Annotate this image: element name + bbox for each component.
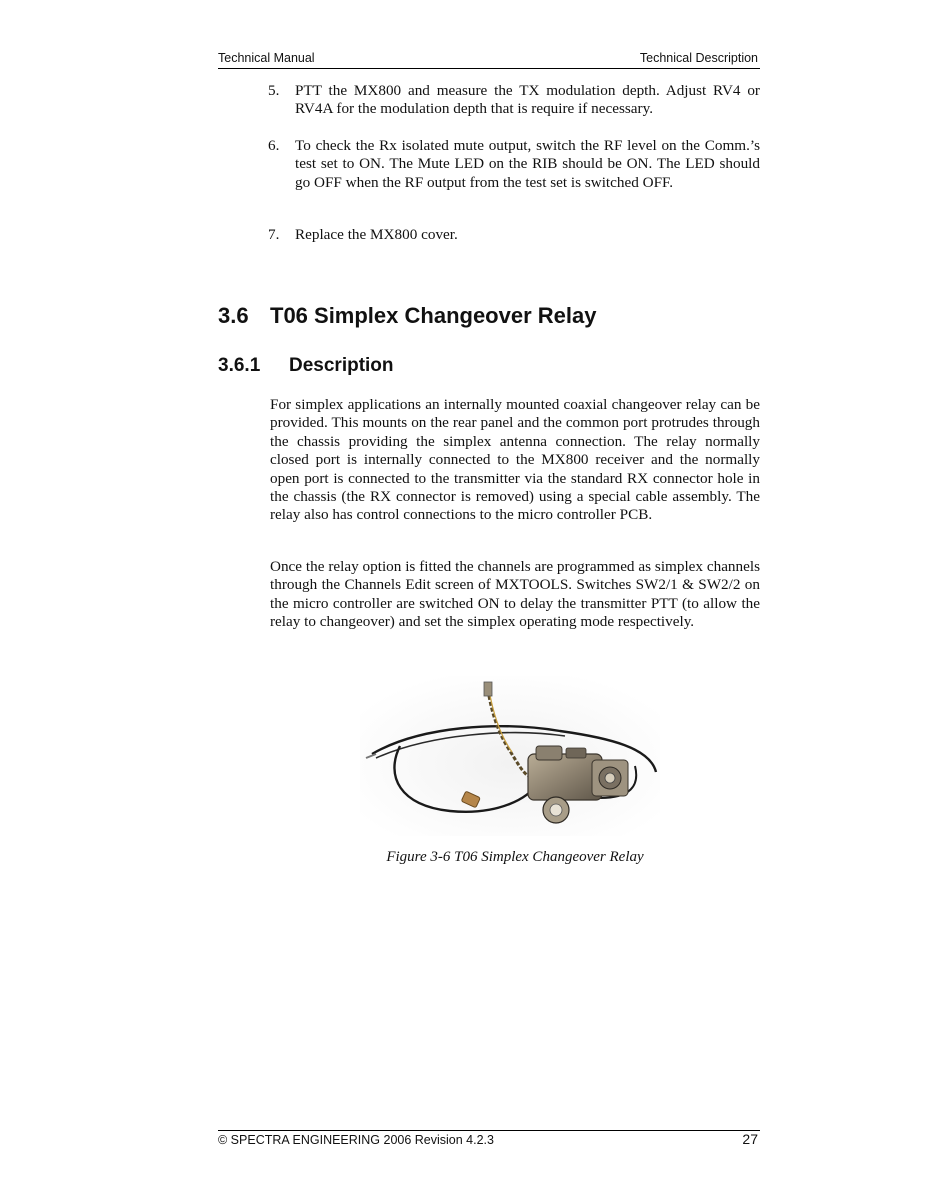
header-left-text: Technical Manual <box>218 51 315 65</box>
section-number: 3.6 <box>218 303 249 328</box>
figure-caption: Figure 3-6 T06 Simplex Changeover Relay <box>386 849 644 865</box>
description-paragraph-2: Once the relay option is fitted the channels are programmed as simplex channels through the Channels Edit screen of MXTOOLS. Switches SW2/1 & SW2/2 on the micro controller are switched ON to delay the transmitter PTT (to allow the relay to changeover) and set the simplex operating mode respectively. <box>270 558 760 631</box>
step-5 <box>268 82 760 119</box>
header-right-text: Technical Description <box>639 51 758 65</box>
step-text: Replace the MX800 cover. <box>295 226 458 243</box>
section-heading <box>218 303 596 329</box>
step-7 <box>268 226 760 244</box>
footer-copyright: © SPECTRA ENGINEERING 2006 Revision 4.2.3 <box>218 1133 494 1147</box>
subsection-heading <box>218 355 394 377</box>
page-header <box>218 50 760 69</box>
description-paragraph-1: For simplex applications an internally mounted coaxial changeover relay can be provided. This mounts on the rear panel and the common port protrudes through the chassis providing the simplex antenna connection. The relay normally closed port is internally connected to the MX800 receiver and the normally open port is connected to the transmitter via the standard RX connector hole in the chassis (the RX connector is removed) using a special cable assembly. The relay also has control connections to the micro controller PCB. <box>270 396 760 524</box>
step-number: 6. <box>268 137 280 154</box>
step-text: PTT the MX800 and measure the TX modulation depth. Adjust RV4 or RV4A for the modulation depth that is require if necessary. <box>295 82 760 118</box>
relay-photo <box>360 676 660 836</box>
step-6 <box>268 137 760 192</box>
step-number: 7. <box>268 226 280 243</box>
step-number: 5. <box>268 82 280 99</box>
page-number: 27 <box>742 1131 758 1147</box>
subsection-number: 3.6.1 <box>218 355 261 376</box>
subsection-title: Description <box>289 355 394 376</box>
section-title: T06 Simplex Changeover Relay <box>270 303 597 328</box>
step-text: To check the Rx isolated mute output, switch the RF level on the Comm.’s test set to ON. The Mute LED on the RIB should be ON. The LED should go OFF when the RF output from the test set is switched OFF. <box>295 137 760 191</box>
page-footer <box>218 1130 760 1151</box>
